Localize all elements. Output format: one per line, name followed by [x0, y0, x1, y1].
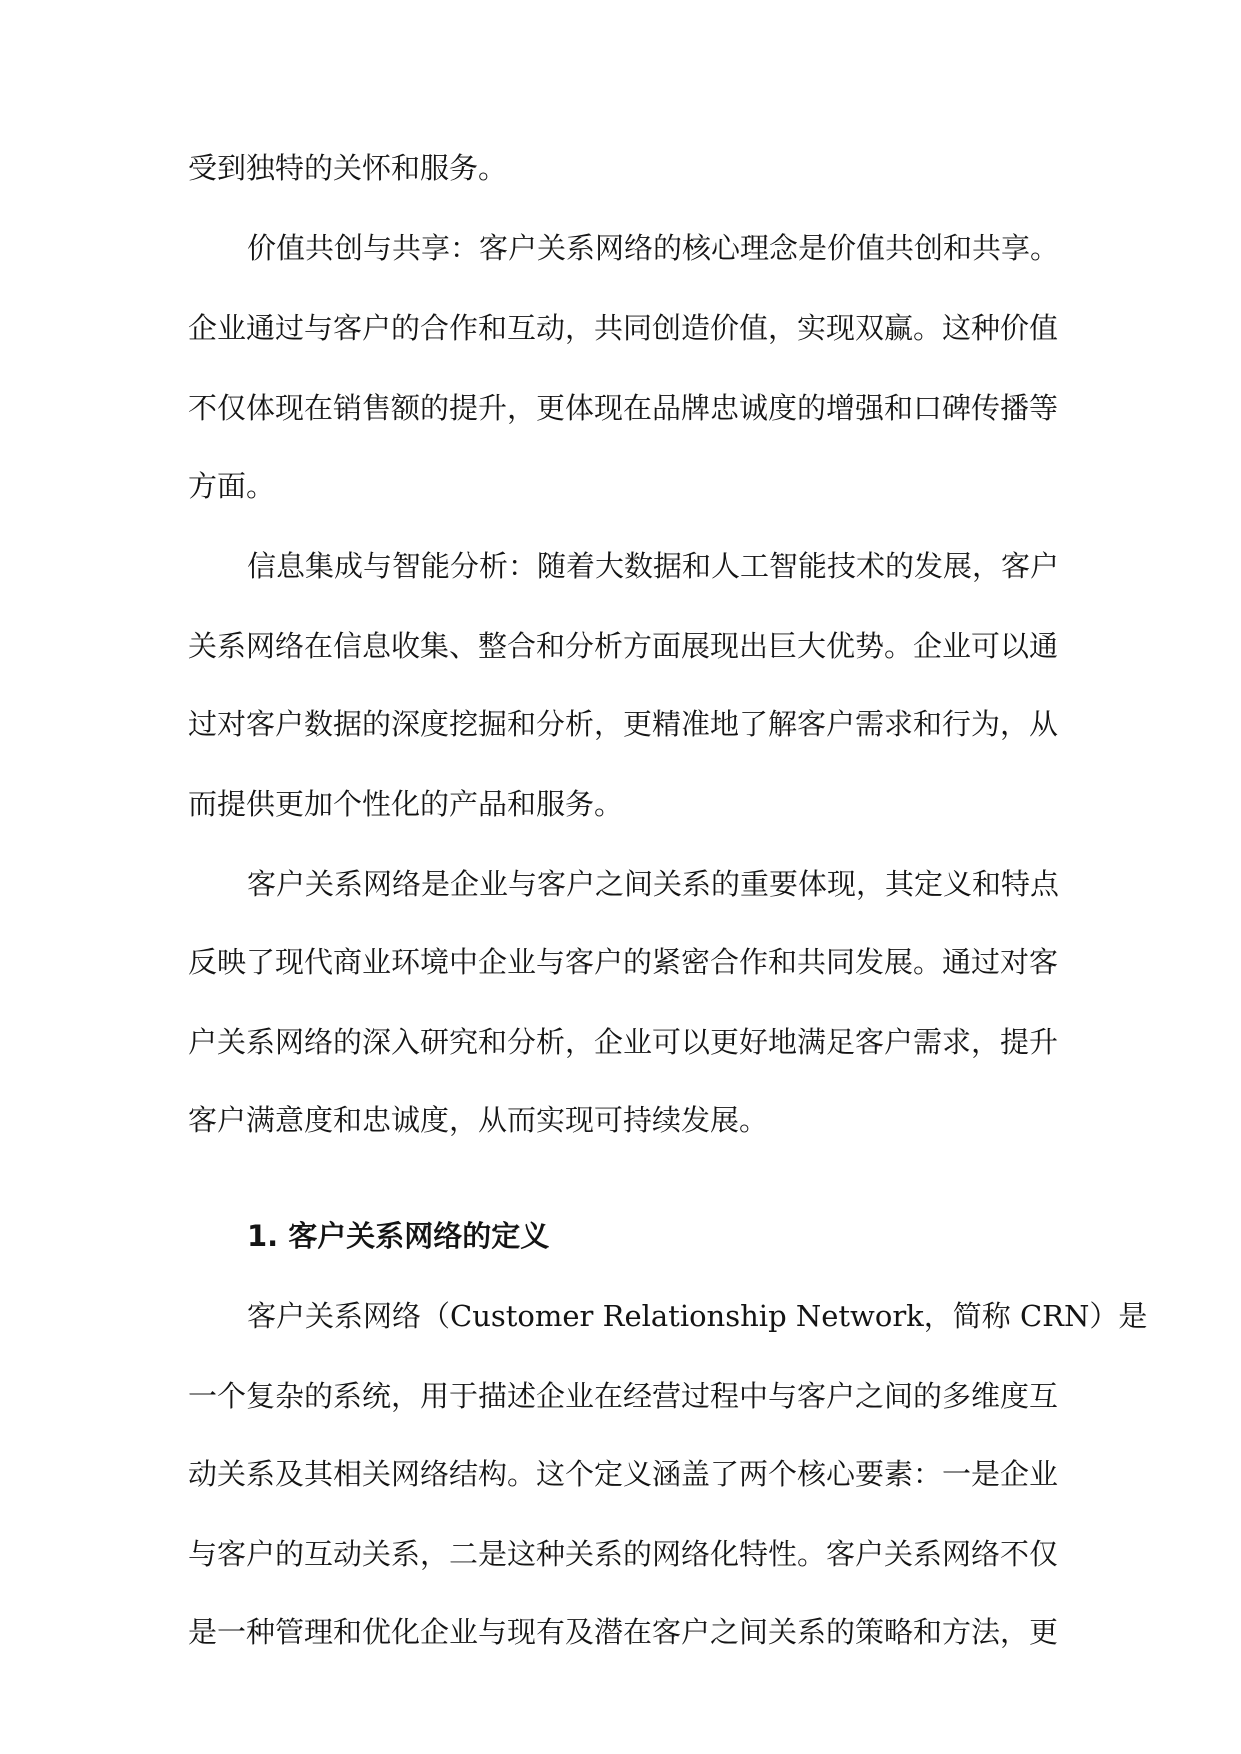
paragraph-line: 不仅体现在销售额的提升，更体现在品牌忠诚度的增强和口碑传播等	[188, 391, 1059, 425]
paragraph-line: 户关系网络的深入研究和分析，企业可以更好地满足客户需求，提升	[188, 1025, 1059, 1059]
paragraph-line: 动关系及其相关网络结构。这个定义涵盖了两个核心要素：一是企业	[188, 1457, 1059, 1491]
paragraph-line: 而提供更加个性化的产品和服务。	[188, 787, 624, 821]
paragraph-line: 受到独特的关怀和服务。	[188, 151, 508, 185]
paragraph-line: 反映了现代商业环境中企业与客户的紧密合作和共同发展。通过对客	[188, 945, 1059, 979]
paragraph-line: 信息集成与智能分析：随着大数据和人工智能技术的发展，客户	[247, 549, 1060, 583]
paragraph-line: 与客户的互动关系，二是这种关系的网络化特性。客户关系网络不仅	[188, 1537, 1059, 1571]
paragraph-line: 方面。	[188, 469, 276, 503]
paragraph-line: 客户关系网络是企业与客户之间关系的重要体现，其定义和特点	[247, 867, 1060, 901]
paragraph-line: 客户关系网络（Customer Relationship Network，简称 CRN）是	[247, 1299, 1148, 1333]
paragraph-line: 客户满意度和忠诚度，从而实现可持续发展。	[188, 1103, 769, 1137]
section-heading: 1. 客户关系网络的定义	[247, 1219, 550, 1253]
paragraph-line: 是一种管理和优化企业与现有及潜在客户之间关系的策略和方法，更	[188, 1615, 1059, 1649]
paragraph-line: 一个复杂的系统，用于描述企业在经营过程中与客户之间的多维度互	[188, 1379, 1059, 1413]
paragraph-line: 过对客户数据的深度挖掘和分析，更精准地了解客户需求和行为，从	[188, 707, 1059, 741]
paragraph-line: 关系网络在信息收集、整合和分析方面展现出巨大优势。企业可以通	[188, 629, 1059, 663]
paragraph-line: 企业通过与客户的合作和互动，共同创造价值，实现双赢。这种价值	[188, 311, 1059, 345]
paragraph-line: 价值共创与共享：客户关系网络的核心理念是价值共创和共享。	[247, 231, 1060, 265]
